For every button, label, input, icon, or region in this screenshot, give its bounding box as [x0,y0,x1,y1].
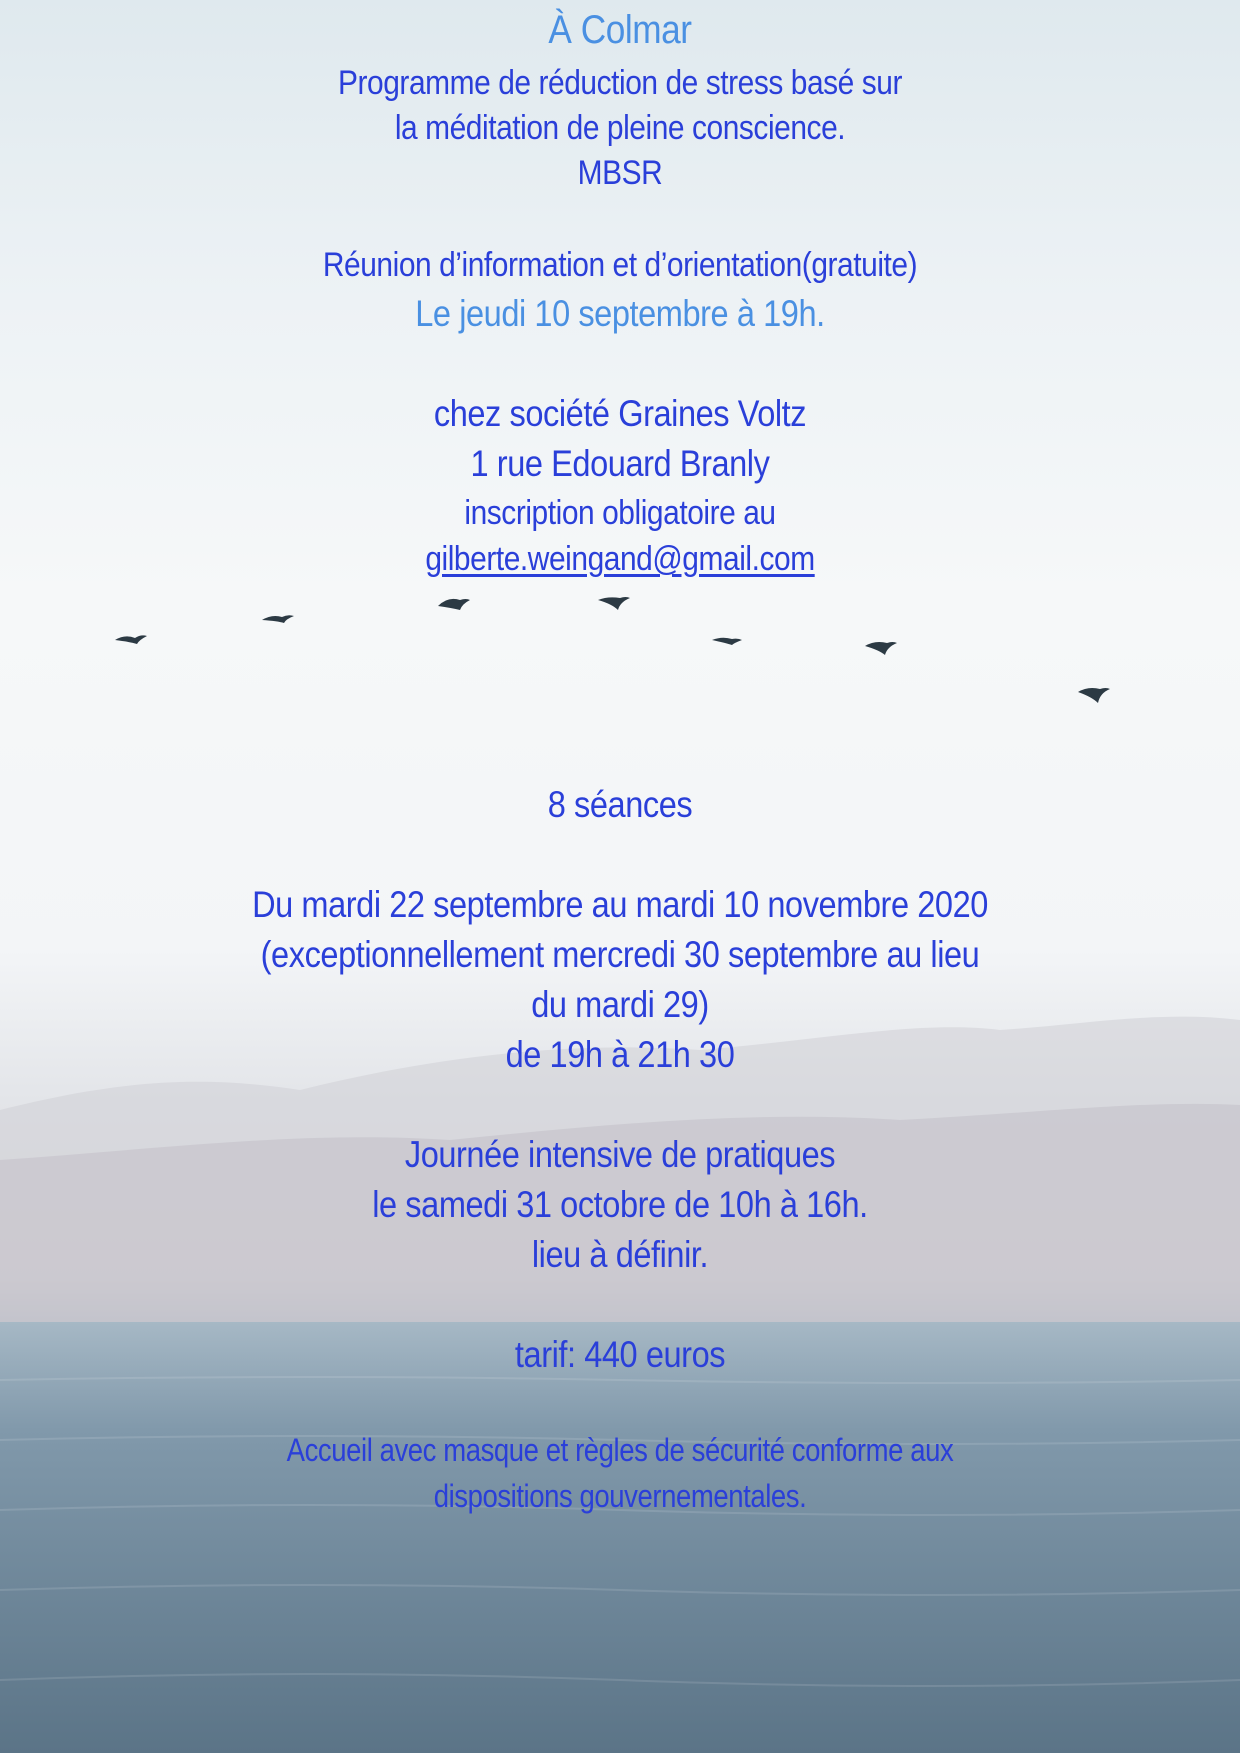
course-hours: de 19h à 21h 30 [505,1034,735,1075]
venue-address: 1 rue Edouard Branly [470,443,770,484]
safety-note-line-2: dispositions gouvernementales. [433,1478,807,1514]
sessions-count: 8 séances [547,784,693,825]
course-exception-line-2: du mardi 29) [531,984,709,1025]
program-title-line-1: Programme de réduction de stress basé sur [337,64,903,102]
info-meeting-date: Le jeudi 10 septembre à 19h. [415,293,825,334]
registration-note: inscription obligatoire au [464,494,776,532]
intensive-day-date: le samedi 31 octobre de 10h à 16h. [372,1184,868,1225]
program-title-line-2: la méditation de pleine conscience. [394,109,846,147]
price-label: tarif: 440 euros [514,1334,726,1375]
program-acronym: MBSR [577,154,663,192]
intensive-day-place: lieu à définir. [531,1234,709,1275]
course-period: Du mardi 22 septembre au mardi 10 novembre 2020 [252,884,988,925]
info-meeting-title: Réunion d’information et d’orientation(gratuite) [322,246,918,284]
course-exception-line-1: (exceptionnellement mercredi 30 septembre au lieu [260,934,980,975]
intensive-day-title: Journée intensive de pratiques [404,1134,836,1175]
registration-email-link[interactable]: gilberte.weingand@gmail.com [425,540,815,578]
venue-company: chez société Graines Voltz [433,393,807,434]
city-heading: À Colmar [548,8,692,52]
safety-note-line-1: Accueil avec masque et règles de sécurité conforme aux [286,1432,954,1468]
